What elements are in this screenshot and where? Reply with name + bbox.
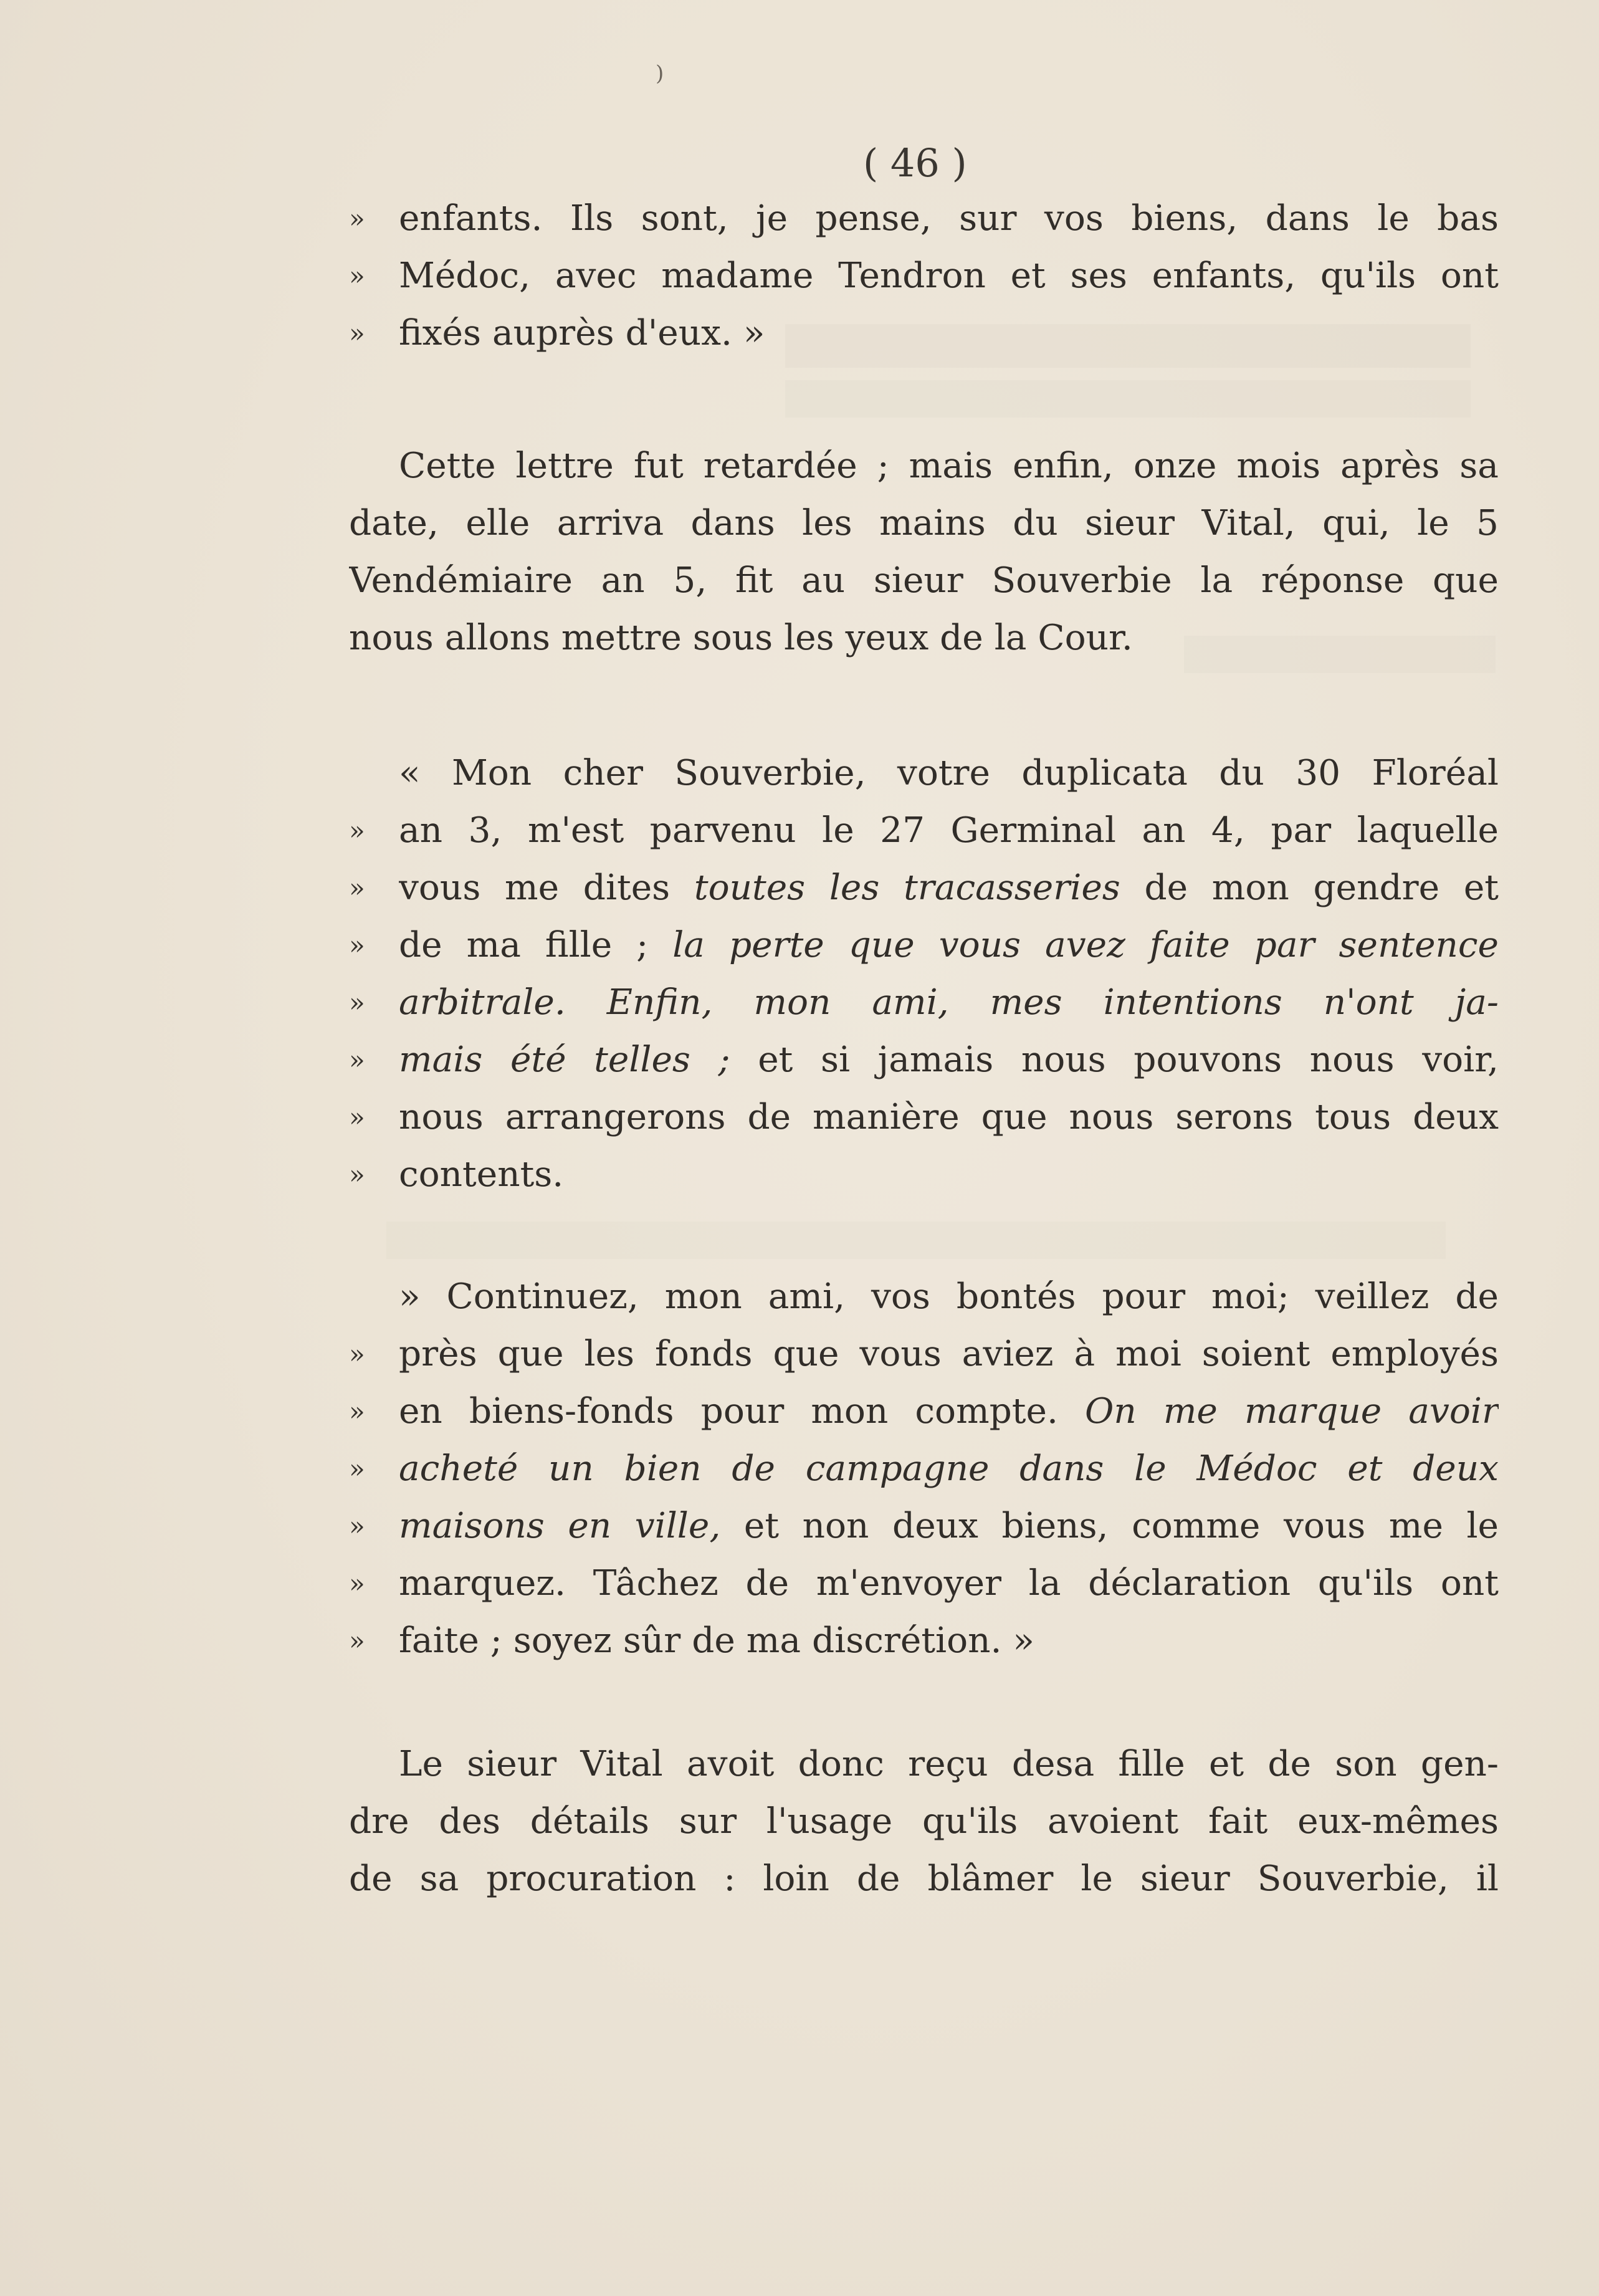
line-text: contents. — [399, 1154, 564, 1195]
text-line: » Continuez, mon ami, vos bontés pour moi; veillez de — [399, 1276, 1499, 1317]
margin-mark: ) — [656, 61, 664, 86]
text-segment: vous me dites — [399, 868, 671, 908]
guillemet: » — [349, 873, 365, 903]
text-line — [349, 974, 1499, 1031]
text-line — [349, 1612, 1499, 1670]
text-line: Cette lettre fut retardée ; mais enfin, onze mois après sa — [399, 446, 1499, 486]
italic-segment: arbitrale. Enfin, mon ami, mes intentions n'ont ja- — [399, 982, 1499, 1023]
text-line: Vendémiaire an 5, fit au sieur Souverbie la réponse que — [349, 560, 1499, 601]
line-text: enfants. Ils sont, je pense, sur vos biens, dans le bas — [399, 198, 1499, 239]
text-line — [349, 917, 1499, 974]
line-text — [399, 1498, 1499, 1555]
line-text: fixés auprès d'eux. » — [399, 313, 765, 353]
guillemet: » — [349, 1568, 365, 1599]
text-line — [349, 1031, 1499, 1089]
italic-segment: la perte que vous avez faite par sentence — [672, 925, 1499, 965]
guillemet: » — [349, 1159, 365, 1190]
text-line — [349, 1089, 1499, 1146]
text-line — [349, 1146, 1499, 1203]
guillemet: » — [349, 987, 365, 1018]
text-segment: et si jamais nous pouvons nous voir, — [758, 1040, 1499, 1080]
line-text: an 3, m'est parvenu le 27 Germinal an 4, par laquelle — [399, 810, 1499, 851]
text-line: nous allons mettre sous les yeux de la Cour. — [349, 618, 1133, 658]
italic-segment: maisons en ville, — [399, 1506, 721, 1546]
guillemet: » — [349, 318, 365, 348]
text-line — [349, 305, 1499, 362]
text-line — [349, 1498, 1499, 1555]
guillemet: » — [349, 1453, 365, 1484]
line-text: près que les fonds que vous aviez à moi soient employés — [399, 1334, 1499, 1374]
guillemet: » — [349, 203, 365, 234]
text-line — [349, 247, 1499, 305]
guillemet: » — [349, 815, 365, 846]
line-text: nous arrangerons de manière que nous serons tous deux — [399, 1097, 1499, 1137]
line-text — [399, 917, 1499, 974]
text-line — [349, 190, 1499, 247]
italic-segment: mais été telles ; — [399, 1040, 730, 1080]
guillemet: » — [349, 1511, 365, 1541]
guillemet: » — [349, 1396, 365, 1427]
paragraph-1 — [349, 190, 1499, 362]
text-segment: en biens-fonds pour mon compte. — [399, 1391, 1058, 1432]
text-line: date, elle arriva dans les mains du sieur Vital, qui, le 5 — [349, 503, 1499, 543]
italic-segment: toutes les tracasseries — [694, 868, 1120, 908]
guillemet: » — [349, 1102, 365, 1132]
text-line — [349, 1440, 1499, 1498]
text-line: de sa procuration : loin de blâmer le sieur Souverbie, il — [349, 1858, 1499, 1899]
text-line — [349, 859, 1499, 917]
line-text — [399, 1383, 1499, 1440]
line-text: faite ; soyez sûr de ma discrétion. » — [399, 1620, 1034, 1661]
text-segment: de ma fille ; — [399, 925, 649, 965]
guillemet: » — [349, 1339, 365, 1369]
guillemet: » — [349, 930, 365, 960]
line-text — [399, 974, 1499, 1031]
italic-segment: On me marque avoir — [1085, 1391, 1499, 1432]
page-number: ( 46 ) — [863, 140, 967, 186]
paragraph-2 — [349, 438, 1499, 667]
text-segment: et non deux biens, comme vous me le — [743, 1506, 1499, 1546]
text-line: Le sieur Vital avoit donc reçu desa fille et de son gen- — [399, 1744, 1499, 1784]
paragraph-3 — [349, 745, 1499, 1203]
text-line: « Mon cher Souverbie, votre duplicata du 30 Floréal — [399, 753, 1499, 793]
italic-segment: acheté un bien de campagne dans le Médoc et deux — [399, 1448, 1499, 1489]
text-line: dre des détails sur l'usage qu'ils avoient fait eux-mêmes — [349, 1801, 1499, 1842]
paragraph-4 — [349, 1268, 1499, 1670]
line-text: Médoc, avec madame Tendron et ses enfants, qu'ils ont — [399, 256, 1499, 296]
guillemet: » — [349, 1625, 365, 1656]
line-text — [399, 859, 1499, 917]
paragraph-5 — [349, 1736, 1499, 1908]
text-line — [349, 1383, 1499, 1440]
text-line — [349, 802, 1499, 859]
text-segment: de mon gendre et — [1144, 868, 1499, 908]
text-line — [349, 1326, 1499, 1383]
line-text: marquez. Tâchez de m'envoyer la déclaration qu'ils ont — [399, 1563, 1499, 1604]
line-text — [399, 1440, 1499, 1498]
guillemet: » — [349, 1045, 365, 1075]
guillemet: » — [349, 261, 365, 291]
text-line — [349, 1555, 1499, 1612]
line-text — [399, 1031, 1499, 1089]
